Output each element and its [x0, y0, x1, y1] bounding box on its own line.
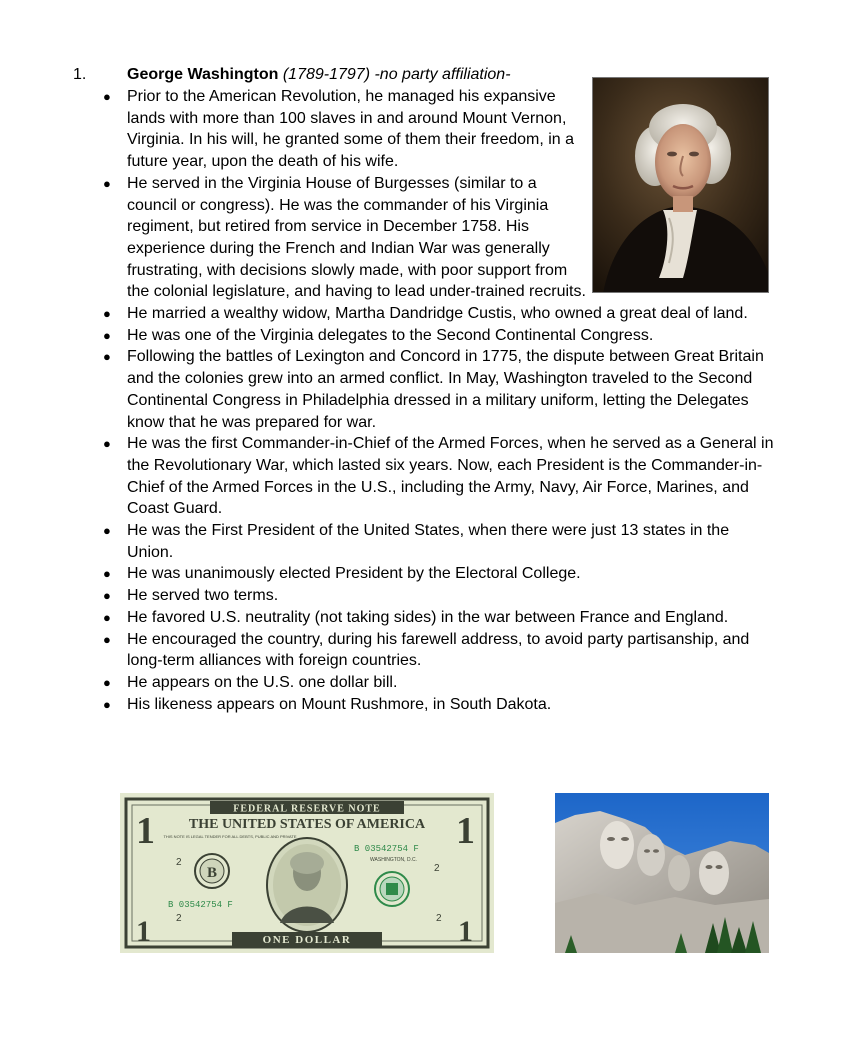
list-item-text: Prior to the American Revolution, he managed his expansive lands with more than 100 slaves in and around Mount Vernon, Virginia. In his will, he granted some of them their freedom, in a future year, upon the death of his wife.	[127, 88, 575, 171]
list-item	[0, 303, 864, 325]
mount-rushmore-image	[555, 793, 769, 953]
bullet-icon: ●	[103, 588, 111, 604]
dollar-bill-image	[120, 793, 494, 953]
list-item	[0, 346, 864, 433]
list-item-text: He served in the Virginia House of Burgesses (similar to a council or congress). He was the commander of his Virginia regiment, but retired from service in December 1758. His experience during the French and Indian War was generally frustrating, with decisions slowly made, with poor support from the colonial legislature, and having to lead under-trained recruits.	[127, 174, 586, 301]
bullet-icon: ●	[103, 631, 111, 647]
bill-corner-value-top-left: 1	[136, 810, 155, 852]
list-item-text: He was one of the Virginia delegates to the Second Continental Congress.	[127, 326, 654, 344]
list-item-text: Following the battles of Lexington and Concord in 1775, the dispute between Great Britain and the colonies grew into an armed conflict. In May, Washington traveled to the Second Continental Congress in Philadelphia dressed in a military uniform, letting the Delegates know that he was prepared for war.	[127, 348, 764, 431]
president-name: George Washington	[127, 66, 279, 83]
section-heading	[127, 64, 511, 85]
bill-corner-value-top-right: 1	[456, 810, 475, 852]
bill-country-name: THE UNITED STATES OF AMERICA	[188, 817, 426, 832]
list-item	[0, 563, 864, 585]
portrait-painting	[593, 78, 769, 293]
bullet-icon: ●	[103, 674, 111, 690]
bill-legal-tender: THIS NOTE IS LEGAL TENDER FOR ALL DEBTS, PUBLIC AND PRIVATE	[163, 834, 297, 839]
list-item-text: His likeness appears on Mount Rushmore, in South Dakota.	[127, 695, 552, 713]
list-number: 1.	[73, 66, 87, 83]
list-item-text: He was the first Commander-in-Chief of the Armed Forces, when he served as a General in the Revolutionary War, which lasted six years. Now, each President is the Commander-in-Chief of the Armed Forces in the U.S., including the Army, Navy, Air Force, Marines, and Coast Guard.	[127, 435, 774, 518]
list-item	[0, 694, 864, 716]
bill-top-banner: FEDERAL RESERVE NOTE	[233, 803, 381, 815]
list-item-text: He married a wealthy widow, Martha Dandridge Custis, who owned a great deal of land.	[127, 305, 748, 323]
mount-rushmore-photo	[555, 793, 769, 953]
list-item-text: He encouraged the country, during his farewell address, to avoid party partisanship, and long-term alliances with foreign countries.	[127, 630, 750, 670]
list-item	[0, 629, 864, 672]
list-item-text: He favored U.S. neutrality (not taking sides) in the war between France and England.	[127, 608, 729, 626]
bullet-icon: ●	[103, 523, 111, 539]
bullet-icon: ●	[103, 175, 111, 191]
bill-serial-left: B 03542754 F	[168, 900, 233, 910]
list-item-text: He was unanimously elected President by the Electoral College.	[127, 565, 581, 583]
bill-small-value-right: 2	[434, 863, 440, 874]
list-item	[0, 585, 864, 607]
bullet-icon: ●	[103, 89, 111, 104]
bill-corner-value-bottom-left: 1	[136, 915, 151, 948]
dollar-bill-graphic	[120, 793, 494, 953]
bullet-icon: ●	[103, 306, 111, 322]
list-item	[0, 672, 864, 694]
bill-serial-right: B 03542754 F	[354, 844, 419, 854]
list-item	[0, 433, 864, 520]
bill-city: WASHINGTON, D.C.	[370, 857, 417, 863]
list-item	[0, 325, 864, 347]
bullet-icon: ●	[103, 436, 111, 452]
washington-portrait	[592, 77, 769, 293]
bill-seal-letter: B	[206, 865, 218, 881]
list-item	[0, 607, 864, 629]
bill-corner-value-bottom-right: 1	[458, 915, 473, 948]
bullet-icon: ●	[103, 609, 111, 625]
term-and-party: (1789-1797) -no party affiliation-	[278, 66, 511, 83]
bullet-icon: ●	[103, 696, 111, 712]
bill-small-value-bottom-left: 2	[176, 913, 182, 924]
bill-small-value-left: 2	[176, 857, 182, 868]
list-item-text: He was the First President of the United States, when there were just 13 states in the Union.	[127, 522, 730, 561]
bill-small-value-bottom-right: 2	[436, 913, 442, 924]
list-item	[0, 520, 864, 563]
bullet-icon: ●	[103, 349, 111, 365]
list-item-text: He served two terms.	[127, 587, 279, 605]
bullet-icon: ●	[103, 566, 111, 582]
list-item-text: He appears on the U.S. one dollar bill.	[127, 673, 398, 691]
bullet-icon: ●	[103, 327, 111, 343]
bill-bottom-banner: ONE DOLLAR	[262, 934, 352, 946]
